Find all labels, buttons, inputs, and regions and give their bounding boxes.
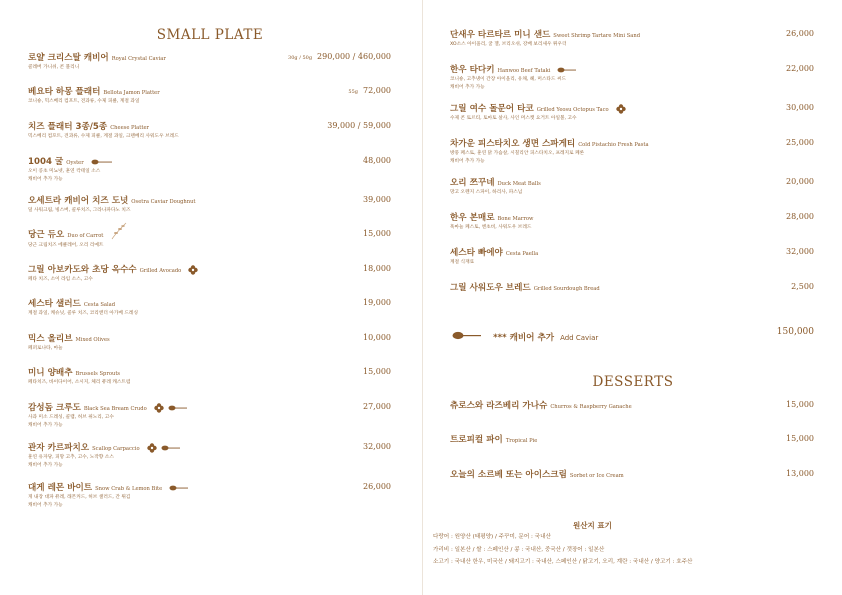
flower-icon — [147, 443, 157, 453]
item-name-ko: 한우 본매로 — [450, 213, 495, 223]
leaf-spoon-icon — [169, 485, 189, 491]
menu-item-caviar-doughnut — [28, 194, 196, 215]
item-name-ko: 당근 듀오 — [28, 230, 65, 240]
leaf-spoon-icon — [161, 445, 181, 451]
item-name-en: Cold Pistachio Fresh Pasta — [578, 142, 649, 148]
leaf-spoon-icon — [557, 67, 577, 73]
item-name — [450, 246, 538, 258]
item-size: 55g — [348, 89, 358, 95]
item-desc: 계절 식재료 — [450, 260, 475, 265]
item-price — [786, 247, 814, 256]
item-name-ko: 트로피컬 파이 — [450, 435, 503, 445]
item-price — [363, 402, 391, 411]
item-price — [786, 434, 814, 443]
origin-line: 다랑어 : 원양산 (태평양) / 주꾸미, 문어 : 국내산 — [433, 534, 551, 540]
item-price — [786, 103, 814, 112]
add-caviar-label-ko: *** 캐비어 추가 — [493, 333, 555, 343]
item-name-ko: 미니 양배추 — [28, 368, 73, 378]
item-desc: XO소스 아이올리, 굴 젤, 브리오쉬, 강배 보리새우 튀우더 — [450, 42, 567, 47]
item-desc-caviar: 캐비어 추가 가능 — [450, 84, 485, 90]
item-name — [28, 366, 130, 378]
item-name-en: Scallop Carpaccio — [92, 446, 140, 452]
item-desc: 코니숑, 믹스베리 컴포트, 견과류, 수제 피클, 계절 과일 — [28, 99, 140, 104]
item-name — [28, 120, 179, 132]
item-price-value: 27,000 — [363, 402, 391, 411]
leaf-spoon-icon — [168, 405, 188, 411]
item-price-value: 2,500 — [791, 282, 814, 291]
item-desc-caviar: 캐비어 추가 가능 — [28, 422, 63, 428]
menu-item-duck-meatballs — [450, 176, 541, 197]
item-name-ko: 세스타 빠에야 — [450, 248, 503, 258]
item-price-value: 32,000 — [786, 247, 814, 256]
item-price — [363, 442, 391, 451]
item-name-en: Grilled Yeosu Octopus Taco — [536, 107, 609, 113]
item-price — [288, 52, 391, 61]
item-desc-caviar: 캐비어 추가 가능 — [450, 158, 485, 164]
menu-item-royal-caviar — [28, 51, 166, 72]
item-name-ko: 그릴 아보카도와 초당 옥수수 — [28, 265, 137, 275]
item-name-ko: 차가운 피스타치오 생면 스파게티 — [450, 139, 576, 149]
item-name — [28, 297, 138, 309]
item-price-value: 25,000 — [786, 138, 814, 147]
item-price — [786, 177, 814, 186]
item-name-ko: 관자 카르파치오 — [28, 443, 90, 453]
menu-item-shrimp-tartare — [450, 28, 640, 49]
item-desc: 페타치즈, 바이다이어, 소시지, 체리 퓨레 캐스트럼 — [28, 380, 131, 385]
flower-icon — [154, 403, 164, 413]
menu-item-brussels-sprouts — [28, 366, 130, 387]
item-price — [363, 482, 391, 491]
menu-item-cesta-paella — [450, 246, 538, 267]
item-name — [450, 63, 577, 75]
item-price-value: 18,000 — [363, 264, 391, 273]
origin-line: 소고기 : 국내산 한우, 미국산 / 돼지고기 : 국내산, 스페인산 / 닭고기, 오리, 계란 : 국내산 / 양고기 : 호주산 — [433, 559, 693, 565]
item-price-value: 32,000 — [363, 442, 391, 451]
item-price — [363, 229, 391, 238]
item-name — [28, 228, 128, 241]
item-price-value: 26,000 — [363, 482, 391, 491]
item-price — [786, 212, 814, 221]
item-price — [363, 298, 391, 307]
item-name — [28, 401, 188, 413]
menu-item-sorbet — [450, 468, 624, 480]
item-name-ko: 대게 레몬 바이트 — [28, 483, 93, 493]
desserts-title: DESSERTS — [592, 374, 674, 390]
item-name-en: Cheese Platter — [110, 125, 149, 131]
item-name — [450, 468, 624, 480]
menu-item-pistachio-pasta — [450, 137, 649, 165]
item-desc: 딜 사워크림, 빙스버, 콜루치즈, 그라나파다노 치즈 — [28, 208, 131, 213]
item-desc: 콜레버 가니쉬, 콘 블리니 — [28, 65, 80, 70]
item-name-ko: 츄로스와 라즈베리 가나슈 — [450, 401, 548, 411]
menu-item-cheese-platter — [28, 120, 179, 141]
item-price-value: 39,000 / 59,000 — [327, 121, 391, 130]
item-desc-caviar: 캐비어 추가 가능 — [28, 502, 63, 508]
item-price — [786, 29, 814, 38]
item-price — [791, 282, 814, 291]
item-price-value: 22,000 — [786, 64, 814, 73]
item-desc: 수제 콘 토르티, 토마토 살사, 사인 머스캣 요거트 아일볼, 고수 — [450, 116, 577, 121]
menu-item-bone-marrow — [450, 211, 533, 232]
item-price — [363, 367, 391, 376]
item-desc: 페타 치즈, 소이 라임 소스, 고수 — [28, 277, 93, 282]
item-price — [363, 156, 391, 165]
item-name-ko: 단새우 타르타르 미니 샌드 — [450, 30, 551, 40]
item-desc: 게 내장 대파 퓨레, 래몬커드, 허브 샐러드, 간 튀김 — [28, 495, 131, 500]
item-size: 30g / 50g — [288, 55, 313, 61]
menu-item-octopus-taco — [450, 102, 626, 123]
item-desc: 방풍 페스토, 훈연 닭 가슴살, 시칠리안 피스타치오, 프레지로 페론 — [450, 151, 585, 156]
herb-sprig-icon — [110, 221, 128, 241]
item-price-value: 48,000 — [363, 156, 391, 165]
item-name — [450, 433, 537, 445]
item-name-en: Sorbet or Ice Cream — [569, 473, 624, 479]
menu-item-snow-crab-bite — [28, 481, 189, 509]
item-price-value: 15,000 — [363, 229, 391, 238]
item-name — [28, 332, 110, 344]
item-name — [28, 441, 181, 453]
menu-item-carrot-duo — [28, 228, 128, 249]
column-divider — [422, 0, 423, 595]
menu-item-cesta-salad — [28, 297, 138, 318]
item-price — [363, 333, 391, 342]
item-price — [348, 86, 391, 95]
item-name-en: Cesta Paella — [505, 251, 539, 257]
item-name-ko: 로얄 크리스탈 캐비어 — [28, 53, 109, 63]
item-name — [28, 155, 113, 167]
item-desc: 코니숑, 고추냉이 간장 아이올리, 유채, 헤, 머스타드 씨드 — [450, 77, 567, 82]
item-name-ko: 한우 타다키 — [450, 65, 495, 75]
item-name-ko: 오리 쯔꾸네 — [450, 178, 495, 188]
menu-item-sea-bream-crudo — [28, 401, 188, 429]
item-name-en: Sweet Shrimp Tartare Mini Sand — [553, 33, 641, 39]
item-name — [28, 481, 189, 493]
item-price — [786, 138, 814, 147]
add-caviar-row — [452, 325, 598, 344]
item-name-ko: 세스타 샐러드 — [28, 299, 81, 309]
item-name — [450, 102, 626, 114]
item-price-value: 10,000 — [363, 333, 391, 342]
item-name-en: Cesta Salad — [83, 302, 116, 308]
item-name-en: Bellota Jamon Platter — [103, 90, 160, 96]
item-name — [450, 137, 649, 149]
add-caviar-label-en: Add Caviar — [560, 334, 599, 342]
small-plate-title: SMALL PLATE — [156, 27, 264, 43]
item-name-en: Bone Marrow — [497, 216, 534, 222]
item-desc: 훈연 유자당, 피망 고추, 고수, 노작향 소스 — [28, 455, 114, 460]
item-name-ko: 믹스 올리브 — [28, 334, 73, 344]
menu-item-tropical-pie — [450, 433, 537, 445]
item-name-ko: 1004 굴 — [28, 157, 64, 167]
item-name-en: Mixed Olives — [75, 337, 110, 343]
origin-line: 가리비 : 일본산 / 쌀 : 스페인산 / 콩 : 국내산, 중국산 / 갯장어 : 일본산 — [433, 547, 605, 553]
item-desc: 사과 미소 드레싱, 콜랩, 허브 퓌노리, 고수 — [28, 415, 114, 420]
menu-item-jamon — [28, 85, 160, 106]
item-name — [450, 281, 600, 293]
item-price-value: 15,000 — [786, 434, 814, 443]
menu-item-oyster — [28, 155, 113, 183]
item-name-en: Brussels Sprouts — [75, 371, 121, 377]
item-desc-caviar: 캐비어 추가 가능 — [28, 176, 63, 182]
item-name-ko: 그릴 사워도우 브레드 — [450, 283, 531, 293]
menu-item-grilled-avocado — [28, 263, 198, 284]
add-caviar-price: 150,000 — [776, 327, 814, 337]
item-name-en: Churros & Raspberry Ganache — [550, 404, 632, 410]
item-price-value: 290,000 / 460,000 — [317, 52, 391, 61]
menu-item-scallop-carpaccio — [28, 441, 181, 469]
item-price-value: 19,000 — [363, 298, 391, 307]
item-price-value: 28,000 — [786, 212, 814, 221]
item-name-en: Tropical Pie — [505, 438, 538, 444]
item-name-en: Hanwoo Beef Tataki — [497, 68, 551, 74]
item-name — [450, 211, 533, 223]
item-price — [786, 64, 814, 73]
leaf-spoon-icon — [452, 331, 482, 340]
item-desc: 믹스베리 컴포트, 견과류, 수제 피클, 계절 과일, 크랜베리 사워도우 브레드 — [28, 134, 179, 139]
item-price-value: 15,000 — [786, 400, 814, 409]
flower-icon — [616, 104, 626, 114]
item-name-ko: 베요타 하몽 플래터 — [28, 87, 101, 97]
item-name — [450, 28, 640, 40]
item-desc: 페퍼로나타, 마늘 — [28, 346, 63, 351]
item-name — [28, 263, 198, 275]
menu-item-sourdough-bread — [450, 281, 600, 293]
item-price-value: 15,000 — [363, 367, 391, 376]
item-name — [450, 176, 541, 188]
item-name-en: Grilled Sourdough Bread — [533, 286, 600, 292]
item-name-en: Royal Crystal Caviar — [111, 56, 166, 62]
item-price — [786, 400, 814, 409]
leaf-spoon-icon — [91, 159, 113, 165]
item-price-value: 13,000 — [786, 469, 814, 478]
item-name-en: Duo of Carrot — [67, 233, 104, 239]
item-name-en: Snow Crab & Lemon Bite — [95, 486, 163, 492]
item-name — [450, 399, 632, 411]
item-price — [363, 195, 391, 204]
item-desc: 당근 크림치즈 에클레어, 오리 리예트 — [28, 242, 104, 248]
menu-item-churros — [450, 399, 632, 411]
item-name-en: Black Sea Bream Crudo — [83, 406, 147, 412]
item-desc: 흑마늘 페스토, 엔초비, 사워도우 브레드 — [450, 225, 532, 230]
item-price-value: 20,000 — [786, 177, 814, 186]
origin-title: 원산지 표기 — [573, 521, 612, 530]
item-desc: 오이 콩초 미뇨넷, 훈연 칵테일 소스 — [28, 169, 101, 174]
item-name-en: Duck Meat Balls — [497, 181, 541, 187]
item-name — [28, 85, 160, 97]
item-name-en: Osetra Caviar Doughnut — [131, 199, 196, 205]
menu-item-mixed-olives — [28, 332, 110, 353]
item-name — [28, 51, 166, 63]
item-name-ko: 그릴 여수 돌문어 타코 — [450, 104, 534, 114]
item-name-ko: 오늘의 소르베 또는 아이스크림 — [450, 470, 567, 480]
item-desc: 망고 오렌지 스파이, 하리사, 파스닙 — [450, 190, 523, 195]
item-price-value: 39,000 — [363, 195, 391, 204]
item-price — [363, 264, 391, 273]
flower-icon — [188, 265, 198, 275]
item-name-en: Oyster — [66, 160, 84, 166]
item-price — [786, 469, 814, 478]
item-desc-caviar: 캐비어 추가 가능 — [28, 462, 63, 468]
item-price-value: 72,000 — [363, 86, 391, 95]
item-desc: 계절 과일, 케슈넛, 콜루 치즈, 코리앤더 아가베 드레싱 — [28, 311, 138, 316]
item-name-ko: 오세트라 캐비어 치즈 도넛 — [28, 196, 129, 206]
item-price-value: 30,000 — [786, 103, 814, 112]
item-name-ko: 치즈 플래터 3종/5종 — [28, 122, 108, 132]
item-price-value: 26,000 — [786, 29, 814, 38]
menu-item-beef-tataki — [450, 63, 577, 91]
item-name — [28, 194, 196, 206]
item-name-en: Grilled Avocado — [139, 268, 182, 274]
item-name-ko: 감성돔 크루도 — [28, 403, 81, 413]
item-price — [327, 121, 391, 130]
